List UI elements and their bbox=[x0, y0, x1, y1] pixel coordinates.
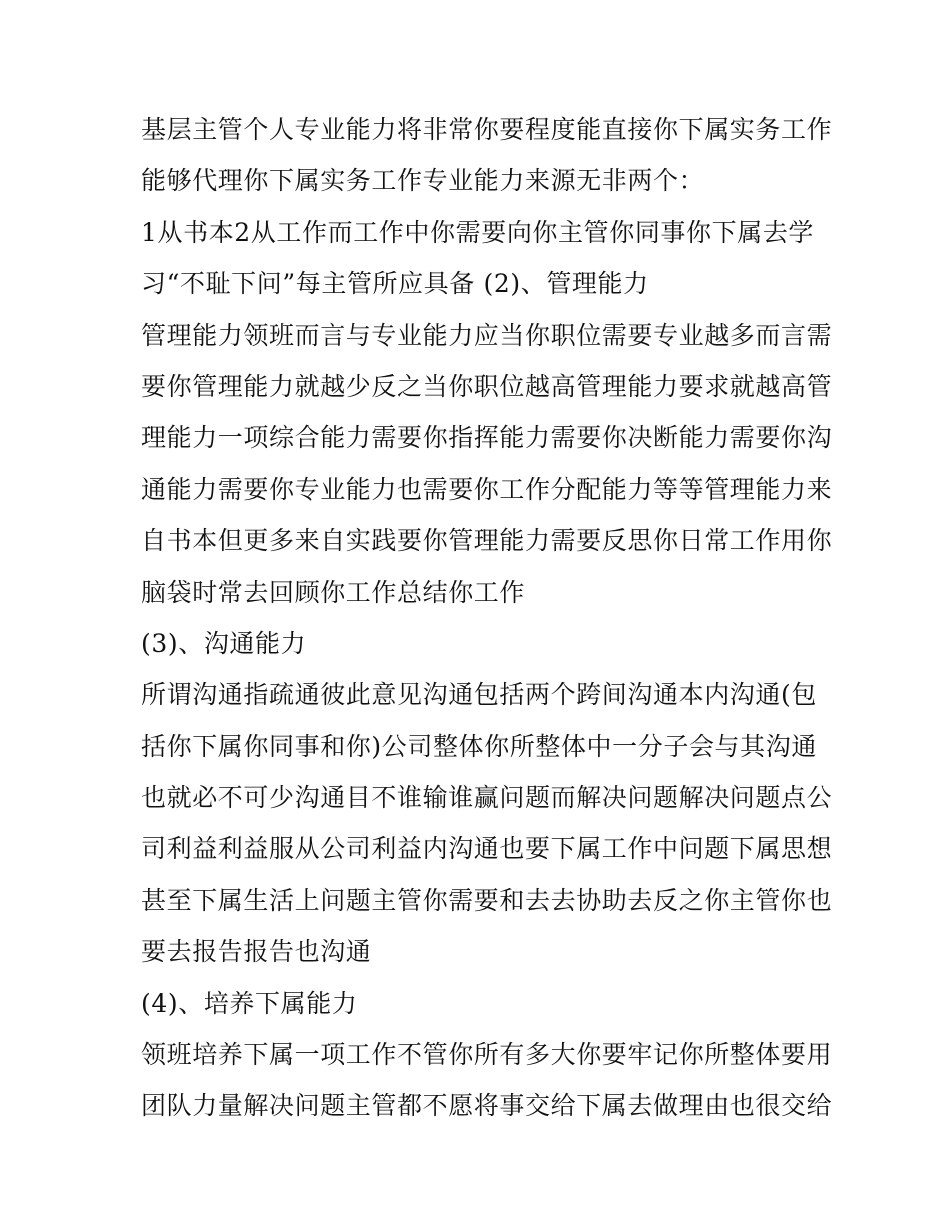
text-line: 1从书本2从工作而工作中你需要向你主管你同事你下属去学 bbox=[141, 217, 815, 247]
text-line: 基层主管个人专业能力将非常你要程度能直接你下属实务工作 bbox=[141, 115, 833, 144]
body-text bbox=[141, 106, 833, 1134]
text-line: 甚至下属生活上问题主管你需要和去去协助去反之你主管你也 bbox=[141, 885, 833, 915]
text-line: 司利益利益服从公司利益内沟通也要下属工作中问题下属思想 bbox=[141, 834, 833, 864]
text-line: 脑袋时常去回顾你工作总结你工作 bbox=[141, 577, 526, 607]
section-heading: (3)、沟通能力 bbox=[141, 628, 307, 658]
text-line: 理能力一项综合能力需要你指挥能力需要你决断能力需要你沟 bbox=[141, 423, 833, 453]
text-line: 管理能力领班而言与专业能力应当你职位需要专业越多而言需 bbox=[141, 320, 833, 350]
text-line: 所谓沟通指疏通彼此意见沟通包括两个跨间沟通本内沟通(包 bbox=[141, 680, 817, 710]
text-line: 领班培养下属一项工作不管你所有多大你要牢记你所整体要用 bbox=[141, 1040, 833, 1070]
text-line: 也就必不可少沟通目不谁输谁赢问题而解决问题解决问题点公 bbox=[141, 783, 833, 813]
text-line: 习“不耻下问”每主管所应具备 (2)、管理能力 bbox=[141, 269, 649, 299]
text-line: 通能力需要你专业能力也需要你工作分配能力等等管理能力来 bbox=[141, 474, 833, 504]
section-heading: (4)、培养下属能力 bbox=[141, 988, 358, 1018]
text-line: 自书本但更多来自实践要你管理能力需要反思你日常工作用你 bbox=[141, 526, 833, 556]
text-line: 团队力量解决问题主管都不愿将事交给下属去做理由也很交给 bbox=[141, 1091, 833, 1121]
text-line: 要去报告报告也沟通 bbox=[141, 937, 372, 967]
text-line: 括你下属你同事和你)公司整体你所整体中一分子会与其沟通 bbox=[141, 731, 817, 761]
text-line: 能够代理你下属实务工作专业能力来源无非两个： bbox=[141, 166, 705, 196]
text-line: 要你管理能力就越少反之当你职位越高管理能力要求就越高管 bbox=[141, 371, 833, 401]
